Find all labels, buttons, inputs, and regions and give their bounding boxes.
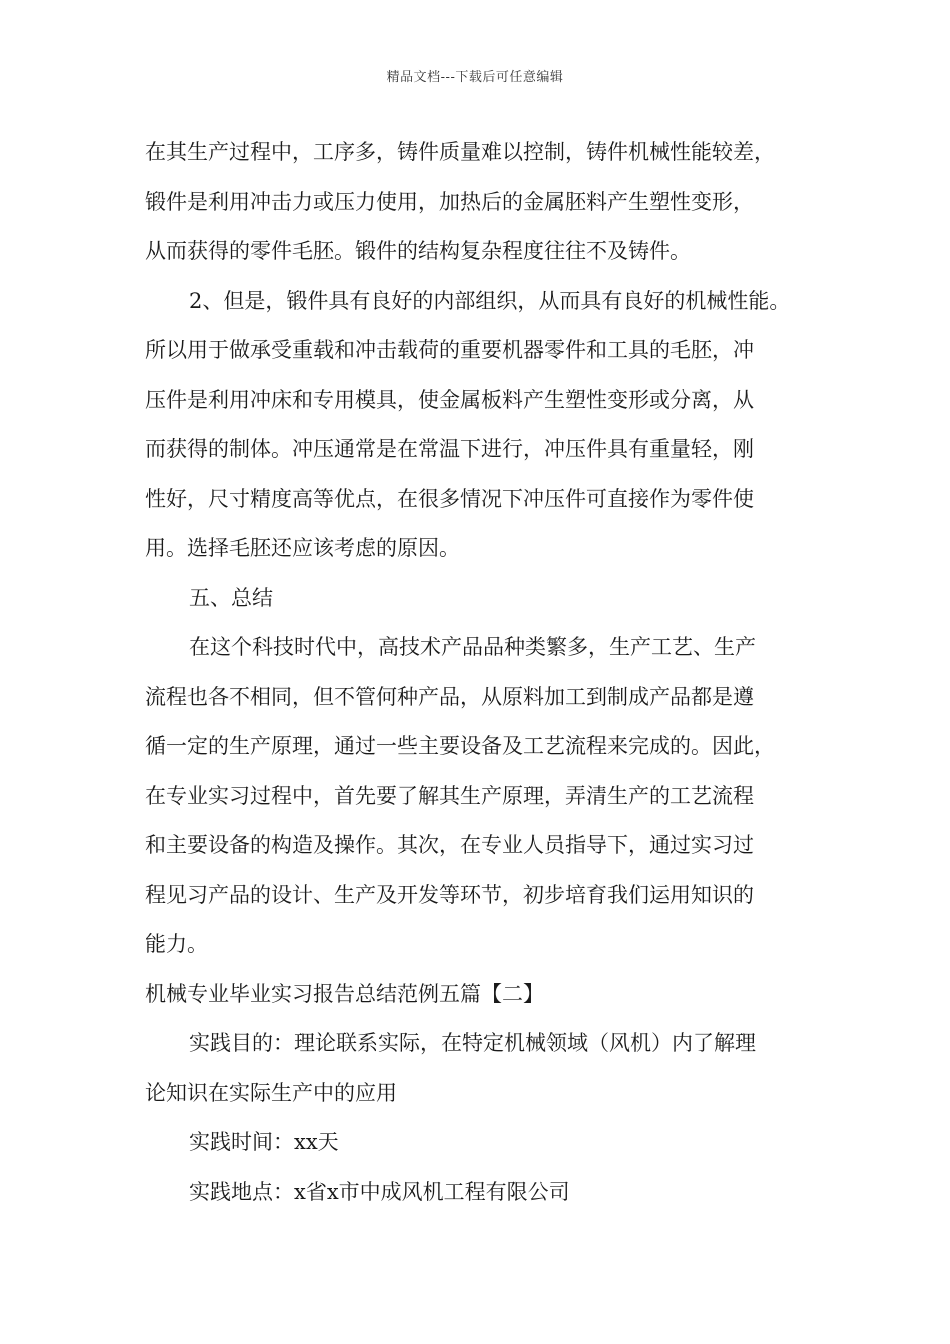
text-line: 锻件是利用冲击力或压力使用，加热后的金属胚料产生塑性变形， — [145, 189, 754, 214]
text-line: 论知识在实际生产中的应用 — [145, 1080, 397, 1105]
text-line: 在专业实习过程中，首先要了解其生产原理，弄清生产的工艺流程 — [145, 783, 754, 808]
text-line: 压件是利用冲床和专用模具，使金属板料产生塑性变形或分离，从 — [145, 387, 754, 412]
text-line: 和主要设备的构造及操作。其次，在专业人员指导下，通过实习过 — [145, 833, 754, 857]
text-line: 能力。 — [145, 932, 208, 956]
section-heading-summary — [145, 574, 817, 624]
text-line: 五、总结 — [189, 585, 273, 610]
text-line: 机械专业毕业实习报告总结范例五篇【二】 — [145, 981, 544, 1006]
text-line: 用。选择毛胚还应该考虑的原因。 — [145, 536, 460, 560]
page-header: 精品文档---下载后可任意编辑 — [386, 70, 564, 85]
text-line: 实践地点：x省x市中成风机工程有限公司 — [189, 1179, 570, 1204]
text-line: 所以用于做承受重载和冲击载荷的重要机器零件和工具的毛胚，冲 — [145, 338, 754, 362]
text-line: 实践目的：理论联系实际，在特定机械领域（风机）内了解理 — [189, 1031, 756, 1055]
text-line: 在这个科技时代中，高技术产品品种类繁多，生产工艺、生产 — [189, 635, 756, 659]
text-line: 循一定的生产原理，通过一些主要设备及工艺流程来完成的。因此， — [145, 734, 775, 758]
paragraph-summary — [145, 623, 817, 970]
text-line: 在其生产过程中，工序多，铸件质量难以控制，铸件机械性能较差， — [145, 140, 775, 164]
paragraph-practice-purpose — [145, 1019, 817, 1118]
text-line: 实践时间：xx天 — [189, 1130, 339, 1154]
section-title-report-two — [145, 970, 817, 1020]
text-line: 程见习产品的设计、生产及开发等环节，初步培育我们运用知识的 — [145, 882, 754, 907]
paragraph-casting-forging — [145, 128, 817, 277]
text-line: 2、但是，锻件具有良好的内部组织，从而具有良好的机械性能。 — [189, 288, 791, 313]
paragraph-practice-time — [145, 1118, 817, 1168]
paragraph-practice-location — [145, 1168, 817, 1218]
text-line: 流程也各不相同，但不管何种产品，从原料加工到制成产品都是遵 — [145, 684, 754, 709]
paragraph-forging-stamping — [145, 277, 817, 574]
text-line: 从而获得的零件毛胚。锻件的结构复杂程度往往不及铸件。 — [145, 239, 691, 263]
text-line: 而获得的制体。冲压通常是在常温下进行，冲压件具有重量轻，刚 — [145, 437, 754, 461]
text-line: 性好，尺寸精度高等优点，在很多情况下冲压件可直接作为零件使 — [145, 486, 754, 511]
document-body — [145, 128, 817, 1217]
